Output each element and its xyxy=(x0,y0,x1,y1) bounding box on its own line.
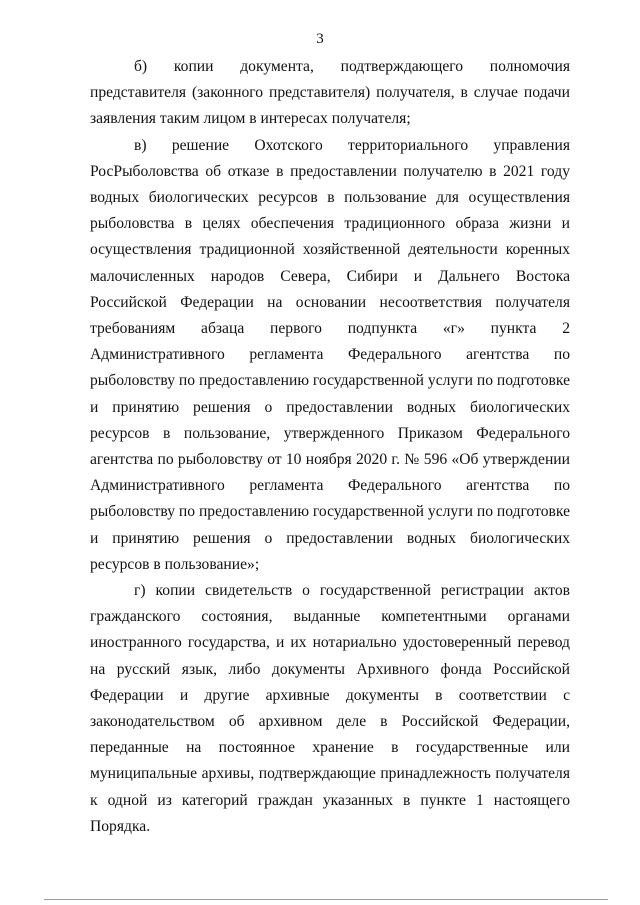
paragraph-v: в) решение Охотского территориального управления РосРыболовства об отказе в предоставлении получателю в 2021 году водных биологических ресурсов в пользование для осуществления рыболовства в целях обеспечения традиционного образа жизни и осуществления традиционной хозяйственной деятельности коренных малочисленных народов Севера, Сибири и Дальнего Востока Российской Федерации на основании несоответствия получателя требованиям абзаца первого подпункта «г» пункта 2 Административного регламента Федерального агентства по рыболовству по предоставлению государственной услуги по подготовке и принятию решения о предоставлении водных биологических ресурсов в пользование, утвержденного Приказом Федерального агентства по рыболовству от 10 ноября 2020 г. № 596 «Об утверждении Административного регламента Федерального агентства по рыболовству по предоставлению государственной услуги по подготовке и принятию решения о предоставлении водных биологических ресурсов в пользование»; xyxy=(90,136,570,573)
document-body xyxy=(90,54,570,840)
paragraph-g: г) копии свидетельств о государственной регистрации актов гражданского состояния, выданные компетентными органами иностранного государства, и их нотариально удостоверенный перевод на русский язык, либо документы Архивного фонда Российской Федерации и другие архивные документы в соответствии с законодательством об архивном деле в Российской Федерации, переданные на постоянное хранение в государственные или муниципальные архивы, подтверждающие принадлежность получателя к одной из категорий граждан указанных в пункте 1 настоящего Порядка. xyxy=(90,582,570,835)
bottom-page-edge xyxy=(44,899,608,900)
page-number: 3 xyxy=(316,31,324,47)
paragraph-b: б) копии документа, подтверждающего полномочия представителя (законного представителя) получателя, в случае подачи заявления таким лицом в интересах получателя; xyxy=(90,58,570,128)
